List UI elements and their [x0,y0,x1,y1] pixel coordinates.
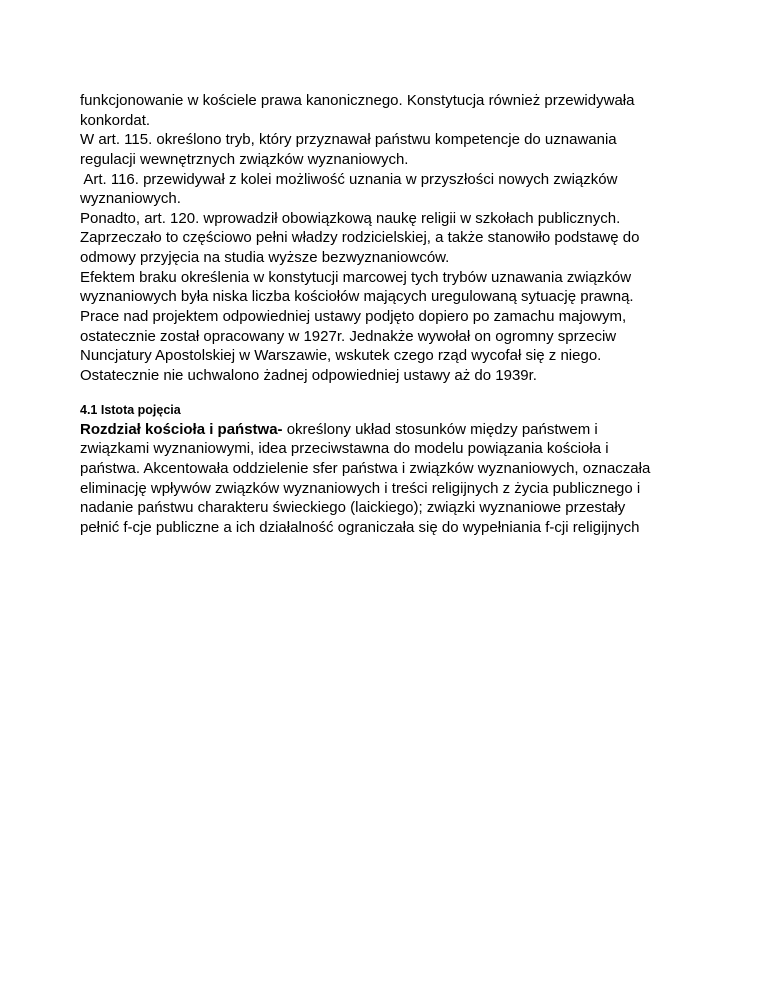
text-line: funkcjonowanie w kościele prawa kanonicznego. Konstytucja również przewidywała [80,92,635,109]
text-line: eliminację wpływów związków wyznaniowych i treści religijnych z życia publicznego i [80,479,641,497]
text-line: wyznaniowych. [80,190,181,208]
text-line: regulacji wewnętrznych związków wyznaniowych. [80,150,409,168]
text-line: związkami wyznaniowymi, idea przeciwstawna do modelu powiązania kościoła i [80,440,609,458]
text-line: Efektem braku określenia w konstytucji marcowej tych trybów uznawania związków [80,268,632,286]
text-line: pełnić f-cje publiczne a ich działalność ograniczała się do wypełniania f-cji religijnych [80,518,640,536]
text-line: odmowy przyjęcia na studia wyższe bezwyznaniowców. [80,249,450,267]
section-heading: 4.1 Istota pojęcia [80,402,181,417]
text-line: nadanie państwu charakteru świeckiego (laickiego); związki wyznaniowe przestały [80,499,626,517]
text-line: Ostatecznie nie uchwalono żadnej odpowiedniej ustawy aż do 1939r. [80,366,537,384]
paragraph-definition [80,420,700,538]
text-line [80,420,700,440]
text-line: Ponadto, art. 120. wprowadził obowiązkową naukę religii w szkołach publicznych. [80,209,621,227]
text-line: Prace nad projektem odpowiedniej ustawy podjęto dopiero po zamachu majowym, [80,308,627,326]
text-line: Nuncjatury Apostolskiej w Warszawie, wskutek czego rząd wycofał się z niego. [80,347,602,365]
defined-term: Rozdział kościoła i państwa- [80,420,283,438]
text-line: ostatecznie został opracowany w 1927r. Jednakże wywołał on ogromny sprzeciw [80,327,617,345]
definition-text: określony układ stosunków między państwem i [282,420,598,438]
paragraph-constitution [80,91,700,386]
text-line: wyznaniowych była niska liczba kościołów mających uregulowaną sytuację prawną. [80,288,634,306]
document-page [80,91,700,537]
text-line: W art. 115. określono tryb, który przyznawał państwu kompetencje do uznawania [80,131,617,149]
text-line: Zaprzeczało to częściowo pełni władzy rodzicielskiej, a także stanowiło podstawę do [80,229,640,247]
text-line: państwa. Akcentowała oddzielenie sfer państwa i związków wyznaniowych, oznaczała [80,459,651,477]
text-line: konkordat. [80,111,151,129]
text-line: Art. 116. przewidywał z kolei możliwość uznania w przyszłości nowych związków [80,170,618,188]
